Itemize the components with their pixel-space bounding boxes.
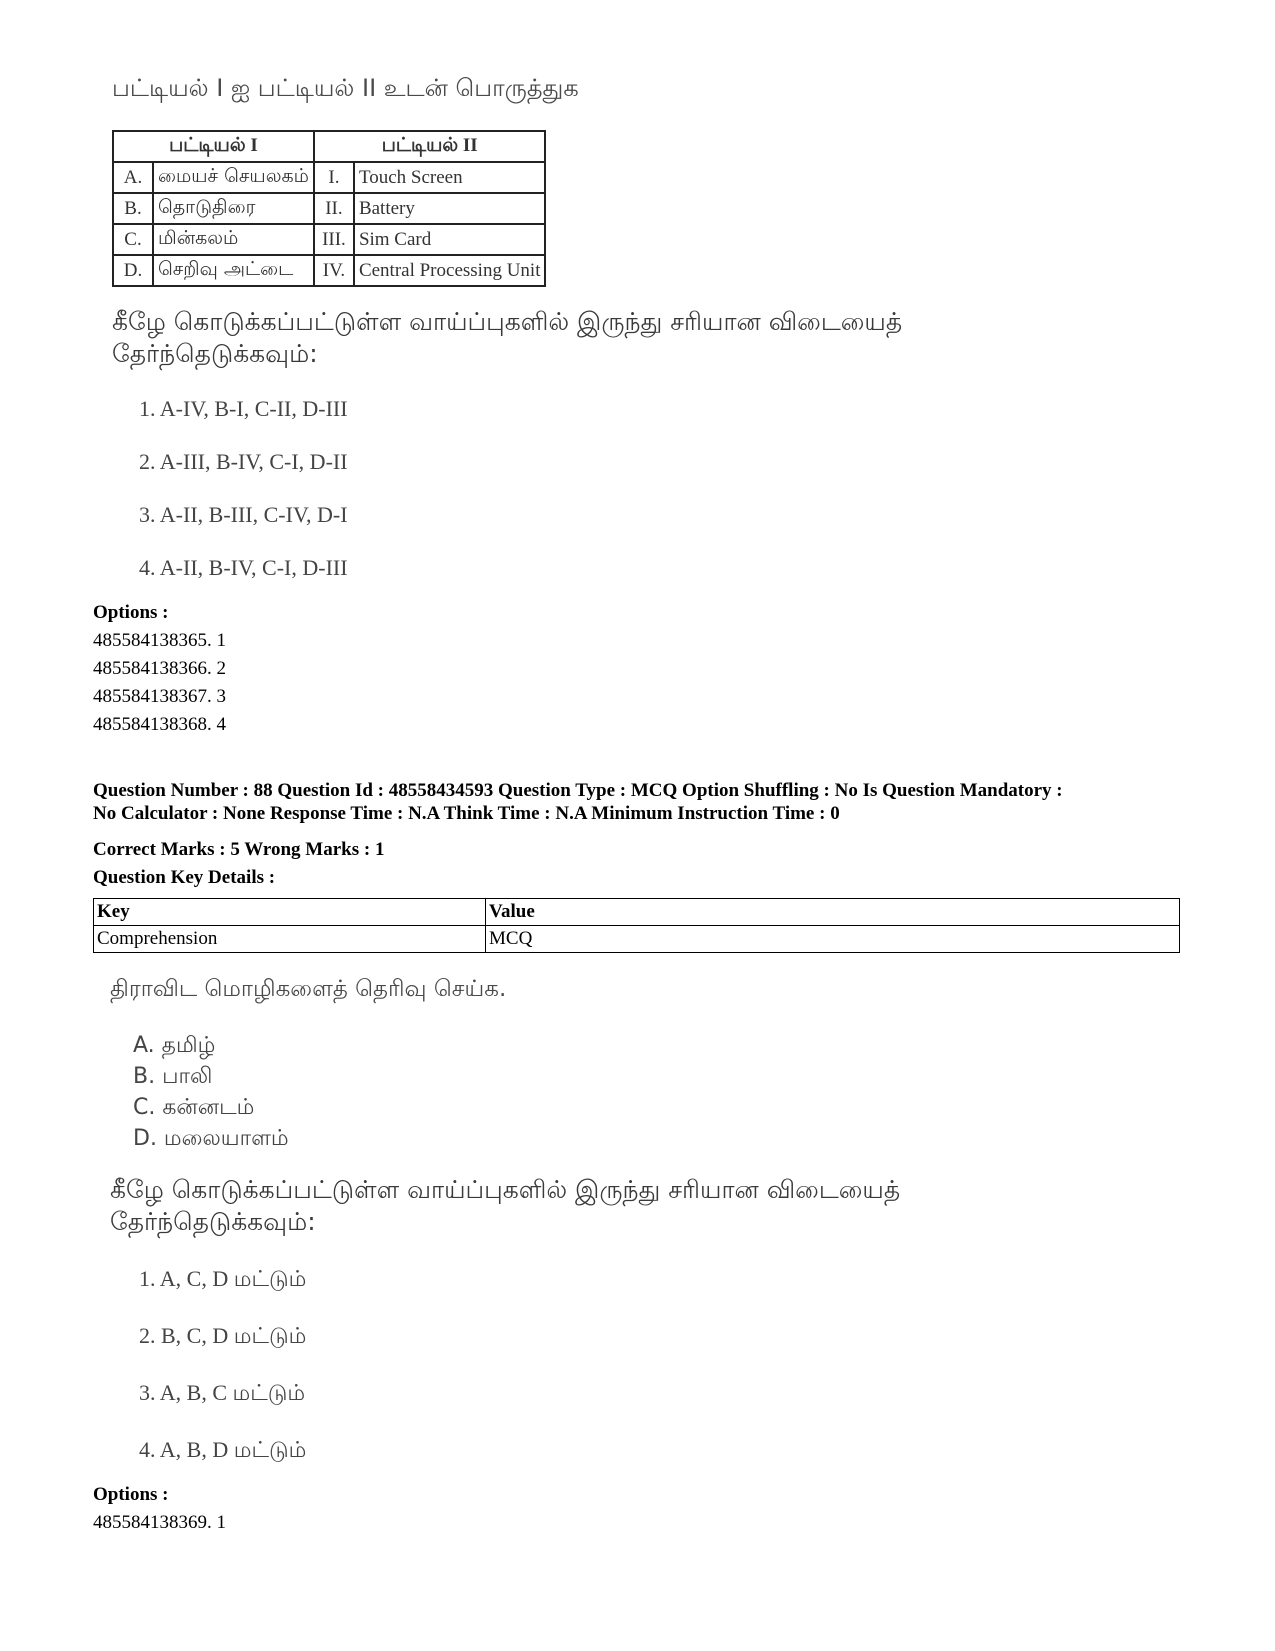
choice-1 — [139, 1266, 306, 1295]
table-row — [113, 162, 545, 193]
list-item: A. தமிழ் — [133, 1033, 216, 1058]
choice-prefix: 4. A, B, D — [139, 1437, 234, 1462]
value-header: Value — [486, 899, 1180, 926]
question-meta — [93, 779, 1193, 825]
choice-4: 4. A-II, B-IV, C-I, D-III — [139, 555, 348, 580]
match-table — [112, 130, 546, 287]
choice-3: 3. A-II, B-III, C-IV, D-I — [139, 502, 348, 527]
meta-line: Question Number : 88 Question Id : 48558434593 Question Type : MCQ Option Shuffling : No Is Question Mandatory : — [93, 780, 1063, 801]
key-table — [93, 898, 1180, 953]
option-line: 485584138366. 2 — [93, 658, 226, 679]
table-header-list-1: பட்டியல் I — [113, 131, 314, 162]
options-label: Options : — [93, 1484, 169, 1505]
option-line: 485584138365. 1 — [93, 630, 226, 651]
choice-1: 1. A-IV, B-I, C-II, D-III — [139, 396, 348, 421]
row-letter: A. — [113, 162, 153, 193]
instruction-line: தேர்ந்தெடுக்கவும்: — [110, 1207, 316, 1236]
table-row — [113, 224, 545, 255]
choice-prefix: 1. A, C, D — [139, 1266, 234, 1291]
options-label: Options : — [93, 602, 169, 623]
language-list — [133, 1030, 289, 1154]
table-header-list-2: பட்டியல் II — [314, 131, 546, 162]
row-roman: I. — [314, 162, 354, 193]
row-letter: B. — [113, 193, 153, 224]
row-roman: IV. — [314, 255, 354, 286]
meta-line: No Calculator : None Response Time : N.A Think Time : N.A Minimum Instruction Time : 0 — [93, 803, 840, 824]
row-roman: III. — [314, 224, 354, 255]
choice-prefix: 3. A, B, C — [139, 1380, 233, 1405]
key-header: Key — [94, 899, 486, 926]
row-letter: C. — [113, 224, 153, 255]
choice-prefix: 2. B, C, D — [139, 1323, 234, 1348]
row-right: Touch Screen — [354, 162, 546, 193]
row-right: Sim Card — [354, 224, 546, 255]
instruction-line: கீழே கொடுக்கப்பட்டுள்ள வாய்ப்புகளில் இருந்து சரியான விடையைத் — [112, 307, 903, 336]
key-cell: Comprehension — [94, 926, 486, 953]
question-heading: திராவிட மொழிகளைத் தெரிவு செய்க. — [110, 976, 507, 1002]
value-cell: MCQ — [486, 926, 1180, 953]
table-row — [113, 255, 545, 286]
list-item: C. கன்னடம் — [133, 1095, 255, 1120]
list-item: B. பாலி — [133, 1064, 213, 1089]
instruction-line: கீழே கொடுக்கப்பட்டுள்ள வாய்ப்புகளில் இருந்து சரியான விடையைத் — [110, 1175, 901, 1204]
option-line: 485584138368. 4 — [93, 714, 226, 735]
choice-4 — [139, 1437, 306, 1466]
row-left: மின்கலம் — [153, 224, 314, 255]
choice-suffix: மட்டும் — [233, 1324, 307, 1349]
choice-2 — [139, 1323, 306, 1352]
instruction-text — [110, 1174, 1010, 1238]
instruction-text — [112, 306, 1012, 370]
row-right: Central Processing Unit — [354, 255, 546, 286]
option-line: 485584138369. 1 — [93, 1512, 226, 1533]
choice-suffix: மட்டும் — [233, 1438, 307, 1463]
row-left: மையச் செயலகம் — [153, 162, 314, 193]
question-heading: பட்டியல் I ஐ பட்டியல் II உடன் பொருத்துக — [112, 74, 579, 102]
choice-suffix: மட்டும் — [232, 1381, 306, 1406]
table-row — [113, 193, 545, 224]
key-details-label: Question Key Details : — [93, 867, 276, 888]
instruction-line: தேர்ந்தெடுக்கவும்: — [112, 339, 318, 368]
choice-3 — [139, 1380, 305, 1409]
row-roman: II. — [314, 193, 354, 224]
row-letter: D. — [113, 255, 153, 286]
choice-2: 2. A-III, B-IV, C-I, D-II — [139, 449, 348, 474]
row-left: செறிவு அட்டை — [153, 255, 314, 286]
row-right: Battery — [354, 193, 546, 224]
list-item: D. மலையாளம் — [133, 1126, 289, 1151]
table-row — [94, 926, 1180, 953]
option-line: 485584138367. 3 — [93, 686, 226, 707]
row-left: தொடுதிரை — [153, 193, 314, 224]
marks-line: Correct Marks : 5 Wrong Marks : 1 — [93, 839, 385, 860]
choice-suffix: மட்டும் — [233, 1267, 307, 1292]
